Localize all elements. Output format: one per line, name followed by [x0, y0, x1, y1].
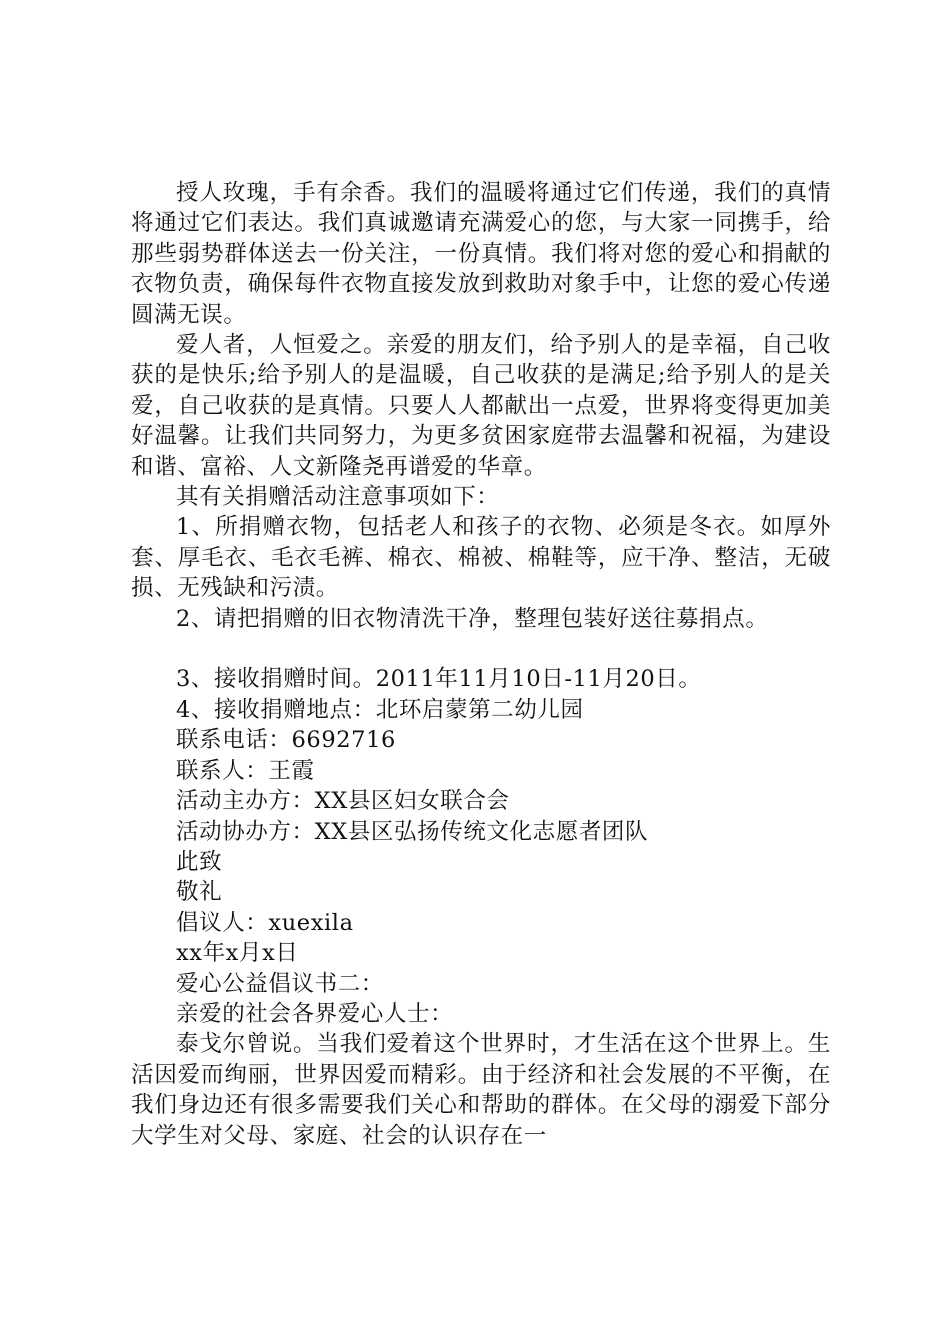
line-date: xx年x月x日 — [176, 940, 299, 967]
document-body — [131, 178, 831, 1151]
line-salutation-2: 敬礼 — [176, 879, 223, 906]
line-organizer: 活动主办方：XX县区妇女联合会 — [176, 788, 510, 815]
line-contact: 联系人：王霞 — [176, 757, 315, 784]
line-item-3: 3、接收捐赠时间。2011年11月10日-11月20日。 — [176, 666, 702, 693]
line-initiator: 倡议人：xuexila — [176, 909, 354, 936]
paragraph-notice-intro: 其有关捐赠活动注意事项如下： — [176, 484, 500, 511]
paragraph-tagore: 泰戈尔曾说。当我们爱着这个世界时，才生活在这个世界上。生活因爱而绚丽，世界因爱而精彩。由于经济和社会发展的不平衡，在我们身边还有很多需要我们关心和帮助的群体。在父母的溺爱下部分大学生对父母、家庭、社会的认识存在一 — [131, 1031, 831, 1149]
paragraph-roses: 授人玫瑰，手有余香。我们的温暖将通过它们传递，我们的真情将通过它们表达。我们真诚邀请充满爱心的您，与大家一同携手，给那些弱势群体送去一份关注，一份真情。我们将对您的爱心和捐献的衣物负责，确保每件衣物直接发放到救助对象手中，让您的爱心传递圆满无误。 — [131, 180, 831, 328]
line-co-organizer: 活动协办方：XX县区弘扬传统文化志愿者团队 — [176, 818, 649, 845]
paragraph-love: 爱人者，人恒爱之。亲爱的朋友们，给予别人的是幸福，自己收获的是快乐;给予别人的是温暖，自己收获的是满足;给予别人的是关爱，自己收获的是真情。只要人人都献出一点爱，世界将变得更加美好温馨。让我们共同努力，为更多贫困家庭带去温馨和祝福，为建设和谐、富裕、人文新隆尧再谱爱的华章。 — [131, 332, 831, 480]
line-greeting: 亲爱的社会各界爱心人士： — [176, 1000, 454, 1027]
blank-line — [131, 634, 831, 664]
paragraph-item-2: 2、请把捐赠的旧衣物清洗干净，整理包装好送往募捐点。 — [176, 605, 769, 632]
line-second-title: 爱心公益倡议书二： — [176, 970, 384, 997]
line-salutation-1: 此致 — [176, 848, 223, 875]
line-phone: 联系电话：6692716 — [176, 727, 396, 754]
paragraph-item-1: 1、所捐赠衣物，包括老人和孩子的衣物、必须是冬衣。如厚外套、厚毛衣、毛衣毛裤、棉衣、棉被、棉鞋等，应干净、整洁，无破损、无残缺和污渍。 — [131, 514, 831, 602]
line-item-4: 4、接收捐赠地点：北环启蒙第二幼儿园 — [176, 696, 584, 723]
